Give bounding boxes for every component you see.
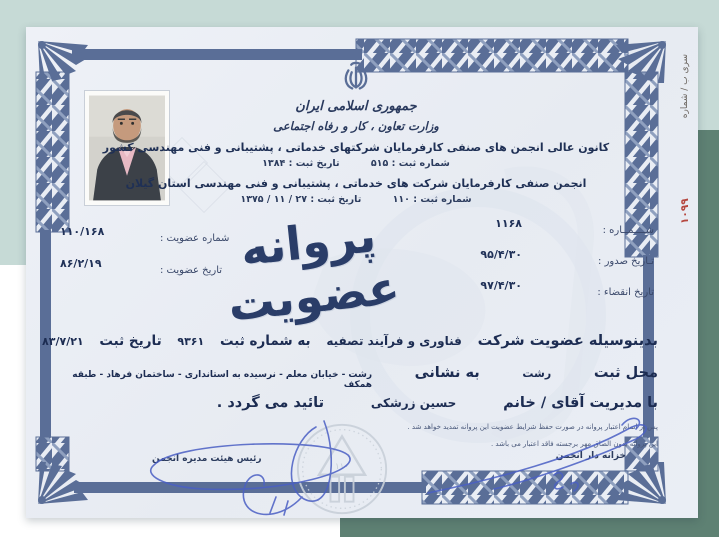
manager-name: حسین زرشکی xyxy=(370,396,457,410)
expiry-date-row xyxy=(429,279,654,298)
seal-number: ۱۱۰ xyxy=(335,462,349,472)
iran-emblem-icon xyxy=(337,59,375,97)
footnote-renewal: پس از اتمام اعتبار پروانه در صورت حفظ شرایط عضویت این پروانه تمدید خواهد شد . xyxy=(407,423,658,431)
membership-number-label: شماره عضویت : xyxy=(160,233,230,244)
company-reg-no-label: به شماره ثبت xyxy=(219,333,311,349)
certificate-header xyxy=(56,59,656,205)
membership-date-value: ۸۶/۲/۱۹ xyxy=(60,257,102,270)
manager-label: با مدیریت آقای / خانم xyxy=(503,395,658,411)
expiry-date-label: تاریخ انقضاء : xyxy=(597,287,654,298)
serial-series-label: سری ب / شماره xyxy=(680,54,690,119)
company-reg-no: ۹۳۶۱ xyxy=(177,335,205,348)
certificate-title: پروانه عضویت xyxy=(225,208,402,332)
confirmation-text: تائید می گردد . xyxy=(216,395,325,411)
assoc-reg-date: تاریخ ثبت : ۲۷ / ۱۱ / ۱۳۷۵ xyxy=(240,194,362,205)
embossed-seal xyxy=(294,421,390,517)
company-name: فناوری و فرآیند تصفیه xyxy=(326,334,462,348)
footnote-embossed-seal: این پروانه بدون الصاق مهر برجسته فاقد اعتبار می باشد . xyxy=(490,439,658,448)
issue-date-value: ۹۵/۴/۳۰ xyxy=(480,248,522,261)
certificate-paper xyxy=(26,27,698,518)
place-label: محل ثبت xyxy=(593,365,658,381)
serial-number-row xyxy=(429,217,654,236)
address-value: رشت - خیابان معلم - نرسیده به استانداری - ساختمان فرهاد - طبقه همکف xyxy=(72,370,372,390)
membership-date-label: تاریخ عضویت : xyxy=(160,265,223,276)
expiry-date-value: ۹۷/۴/۳۰ xyxy=(480,279,522,292)
footnotes xyxy=(386,419,658,453)
body-row-address xyxy=(42,365,658,390)
body-prefix: بدینوسیله عضویت شرکت xyxy=(477,333,658,349)
assoc-reg-no: شماره ثبت : ۱۱۰ xyxy=(392,194,472,205)
ministry-title: وزارت تعاون ، کار و رفاه اجتماعی xyxy=(273,119,439,133)
supreme-reg-no: شماره ثبت : ۵۱۵ xyxy=(370,158,450,169)
association-registration-line xyxy=(56,194,656,205)
serial-number-label: شــــمــاره : xyxy=(602,225,654,236)
body-row-company xyxy=(42,333,658,349)
membership-number-value: ۱۱۰/۱۶۸ xyxy=(60,225,105,238)
margin-serial xyxy=(677,48,693,230)
supreme-council-line: کانون عالی انجمن های صنفی کارفرمایان شرکتهای خدماتی ، پشتیبانی و فنی مهندسی کشور xyxy=(102,141,610,154)
address-label: به نشانی xyxy=(414,365,480,381)
place-value: رشت xyxy=(522,367,552,380)
body-row-manager xyxy=(42,395,658,411)
serial-number-value: ۱۱۶۸ xyxy=(495,217,522,230)
company-reg-date-label: تاریخ ثبت xyxy=(99,333,162,349)
treasurer-caption: خزانه دار انجمن xyxy=(555,451,626,461)
country-title: جمهوری اسلامی ایران xyxy=(295,99,417,114)
issue-date-row xyxy=(429,248,654,267)
company-reg-date: ۸۳/۷/۲۱ xyxy=(42,335,84,348)
serial-number-red: ۱۰۹۹ xyxy=(679,198,691,224)
supreme-registration-line xyxy=(56,158,656,169)
issue-date-label: تـاریخ صدور : xyxy=(598,256,654,267)
supreme-reg-date: تاریخ ثبت : ۱۳۸۴ xyxy=(262,158,340,169)
association-line: انجمن صنفی کارفرمایان شرکت های خدماتی ، پشتیبانی و فنی مهندسی استان گیلان xyxy=(125,177,587,190)
chairman-caption: رئیس هیئت مدیره انجمن xyxy=(152,454,262,464)
